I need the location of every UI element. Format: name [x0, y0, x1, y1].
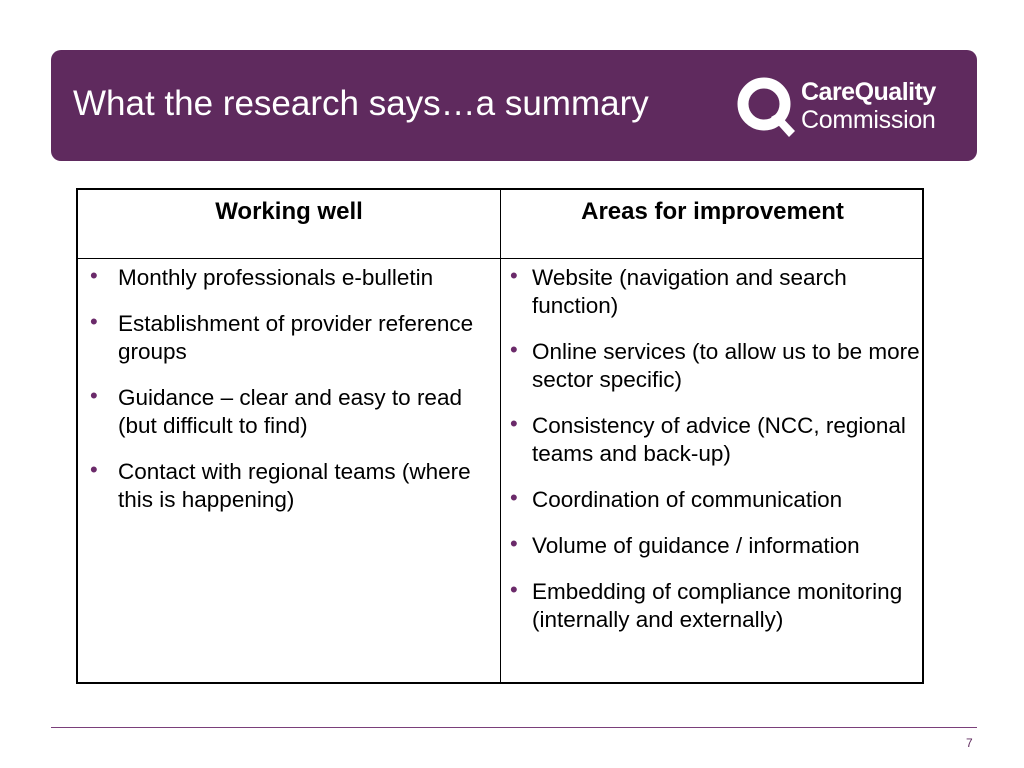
- header-working-well: Working well: [215, 198, 363, 225]
- header-areas-for-improvement: Areas for improvement: [581, 198, 844, 225]
- q-logo-icon: [731, 73, 799, 141]
- list-item-text: Consistency of advice (NCC, regional teams and back-up): [532, 413, 906, 466]
- logo-wordmark: [801, 78, 936, 134]
- areas-for-improvement-list: [510, 264, 920, 652]
- list-item: [510, 264, 920, 320]
- list-item-text: Monthly professionals e-bulletin: [118, 265, 434, 290]
- list-item: [88, 310, 493, 366]
- list-item-text: Establishment of provider reference groups: [118, 311, 474, 364]
- title-banner: [51, 50, 977, 161]
- list-item-text: Volume of guidance / information: [532, 533, 860, 558]
- bullet-icon: •: [90, 383, 98, 408]
- summary-table: [76, 188, 924, 684]
- list-item: [510, 578, 920, 634]
- list-item: [88, 384, 493, 440]
- list-item: [88, 264, 493, 292]
- list-item: [510, 338, 920, 394]
- bullet-icon: •: [90, 457, 98, 482]
- list-item: [88, 458, 493, 514]
- page-number: 7: [966, 736, 973, 750]
- slide-title: What the research says…a summary: [73, 84, 649, 123]
- bullet-icon: •: [90, 309, 98, 334]
- list-item: [510, 532, 920, 560]
- bullet-icon: •: [510, 531, 518, 556]
- list-item-text: Guidance – clear and easy to read (but difficult to find): [118, 385, 462, 438]
- working-well-list: [88, 264, 493, 532]
- list-item-text: Online services (to allow us to be more sector specific): [532, 339, 920, 392]
- list-item-text: Embedding of compliance monitoring (internally and externally): [532, 579, 903, 632]
- bullet-icon: •: [90, 263, 98, 288]
- logo-line-1: CareQuality: [801, 78, 936, 106]
- logo-line-2: Commission: [801, 106, 936, 134]
- bullet-icon: •: [510, 411, 518, 436]
- header-row-divider: [78, 258, 922, 259]
- list-item-text: Website (navigation and search function): [532, 265, 847, 318]
- list-item: [510, 412, 920, 468]
- bullet-icon: •: [510, 485, 518, 510]
- bullet-icon: •: [510, 263, 518, 288]
- list-item-text: Contact with regional teams (where this is happening): [118, 459, 471, 512]
- bullet-icon: •: [510, 337, 518, 362]
- footer-divider: [51, 727, 977, 728]
- bullet-icon: •: [510, 577, 518, 602]
- list-item-text: Coordination of communication: [532, 487, 843, 512]
- cqc-logo: [731, 70, 961, 146]
- list-item: [510, 486, 920, 514]
- column-divider: [500, 190, 501, 682]
